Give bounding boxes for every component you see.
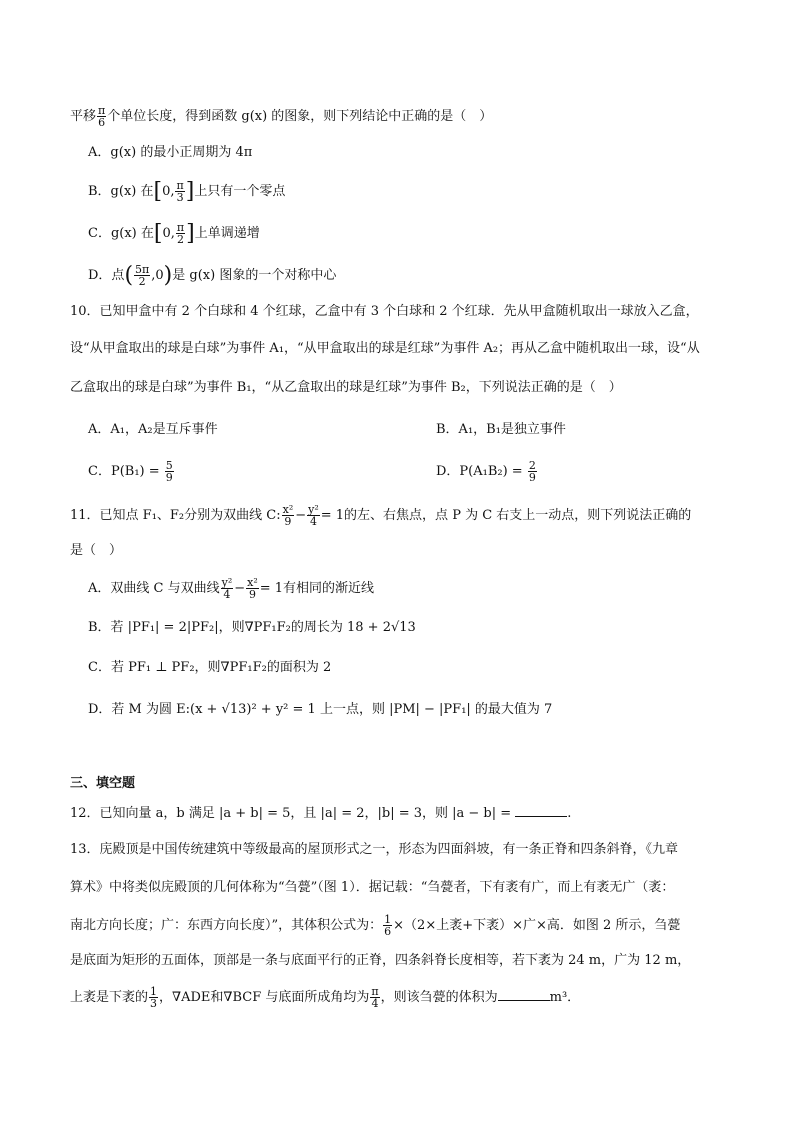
q11-option-a: [0, 577, 794, 600]
fraction-1-3: [149, 986, 158, 1009]
q10-options-row-2: [0, 459, 794, 484]
paren-open: (: [124, 262, 134, 288]
q13-line-3: [0, 914, 794, 937]
q9-text-a: 平移: [70, 109, 97, 124]
fraction-x2-9: [282, 504, 295, 527]
q9-option-c: [0, 222, 794, 245]
frac-den: 3: [150, 997, 158, 1010]
q10-line-3: 乙盒取出的球是白球”为事件 B₁，“从乙盒取出的球是红球”为事件 B₂，下列说法正确的是（ ）: [70, 380, 622, 395]
frac-den: 4: [309, 515, 317, 528]
fraction-5pi-2: [134, 264, 150, 287]
q13-line-4: 是底面为矩形的五面体，顶部是一条与底面平行的正脊，四条斜脊长度相等，若下袤为 24 m，广为 12 m，: [70, 953, 691, 968]
frac-den: 9: [165, 471, 173, 484]
frac-num: π: [176, 179, 184, 192]
q10c-text: C．P(B₁) =: [88, 464, 160, 479]
fraction-5-9: [165, 460, 174, 483]
frac-den: 2: [177, 233, 184, 246]
q9c-interval: 0,: [162, 226, 175, 241]
frac-den: 4: [223, 588, 231, 601]
fraction-1-6: [383, 914, 392, 937]
frac-den: 4: [371, 997, 379, 1010]
q9-text-b: 个单位长度，得到函数 g(x) 的图象，则下列结论中正确的是（ ）: [107, 109, 493, 124]
q9b-text-a: B．g(x) 在: [88, 184, 154, 199]
frac-den: 6: [98, 116, 106, 129]
fraction-pi-2: [176, 222, 185, 245]
q10-option-d: [436, 460, 538, 483]
bracket-close: ]: [186, 220, 195, 246]
q10-line-2: 设“从甲盒取出的球是白球”为事件 A₁，“从甲盒取出的球是红球”为事件 A₂；再从乙盒中随机取出一球，设“从: [70, 341, 700, 356]
q10-option-b: B．A₁，B₁是独立事件: [436, 422, 566, 437]
answer-blank: [498, 988, 550, 1001]
bracket-open: [: [153, 178, 163, 204]
frac-num: 5π: [135, 263, 150, 276]
frac-num: π: [176, 221, 185, 234]
frac-den: 6: [384, 925, 392, 938]
q9d-coord: ,0: [151, 268, 164, 283]
q9b-interval: 0,: [162, 184, 175, 199]
q13-text-a: 南北方向长度；广：东西方向长度）”，其体积公式为：: [70, 918, 383, 933]
q11-text-a: 11．已知点 F₁、F₂分别为双曲线 C:: [70, 508, 281, 523]
section-heading: 三、填空题: [70, 776, 136, 791]
q9c-text-a: C．g(x) 在: [88, 226, 154, 241]
q12-period: .: [567, 806, 572, 821]
q9c-text-b: 上单调递增: [194, 226, 260, 241]
q11-line-2: 是（ ）: [70, 543, 123, 558]
q13-line-5: [0, 986, 794, 1009]
frac-num: x²: [247, 576, 258, 589]
q10-options-row-1: [0, 420, 794, 440]
q12-text: 12．已知向量 a，b 满足 |a + b| = 5，且 |a| = 2，|b| = 3，则 |a − b| =: [70, 806, 512, 821]
q11-option-d: D．若 M 为圆 E:(x + √13)² + y² = 1 上一点，则 |PM| − |PF₁| 的最大值为 7: [88, 702, 553, 717]
q9-stem: [0, 105, 794, 128]
q13-text-c: 上袤是下袤的: [70, 990, 149, 1005]
frac-den: 3: [176, 191, 184, 204]
q9-option-d: [0, 264, 794, 287]
q11-text-b: = 1的左、右焦点，点 P 为 C 右支上一动点，则下列说法正确的: [320, 508, 692, 523]
frac-num: 2: [528, 459, 536, 472]
q11-line-1: [0, 504, 794, 527]
q11-minus: −: [295, 508, 307, 523]
q9-option-b: [0, 180, 794, 203]
fraction-pi-6: [97, 105, 106, 128]
q13-line-2: 算术》中将类似庑殿顶的几何体称为“刍甍”（图 1）．据记载：“刍甍者，下有袤有广，而上有袤无广（袤：: [70, 880, 675, 895]
q12: [0, 804, 794, 824]
q13-unit: m³．: [549, 990, 581, 1005]
q13-text-d: ，∇ADE和∇BCF 与底面所成角均为: [159, 990, 370, 1005]
paren-close: ): [163, 262, 173, 288]
q11-option-c: C．若 PF₁ ⊥ PF₂，则∇PF₁F₂的面积为 2: [88, 660, 332, 675]
fraction-2-9: [528, 460, 537, 483]
frac-num: 1: [384, 913, 392, 926]
q10-option-a: A．A₁，A₂是互斥事件: [88, 422, 218, 437]
q11-option-b: B．若 |PF₁| = 2|PF₂|，则∇PF₁F₂的周长为 18 + 2√13: [88, 620, 416, 635]
frac-den: 9: [284, 515, 292, 528]
q10d-text: D．P(A₁B₂) =: [436, 464, 523, 479]
frac-num: 5: [165, 459, 173, 472]
q9b-text-b: 上只有一个零点: [194, 184, 286, 199]
q9d-text-b: 是 g(x) 图象的一个对称中心: [172, 268, 337, 283]
q13-line-1: 13．庑殿顶是中国传统建筑中等级最高的屋顶形式之一，形态为四面斜坡，有一条正脊和四条斜脊，《九章: [70, 842, 679, 857]
q11a-text-a: A．双曲线 C 与双曲线: [88, 581, 220, 596]
answer-blank: [515, 804, 567, 817]
q13-text-e: ，则该刍甍的体积为: [380, 990, 498, 1005]
frac-num: π: [98, 104, 106, 117]
frac-den: 9: [248, 588, 256, 601]
q13-text-b: ×（2×上袤+下袤）×广×高．如图 2 所示，刍甍: [393, 918, 681, 933]
frac-num: y²: [221, 576, 233, 589]
fraction-pi-4: [370, 986, 379, 1009]
frac-num: 1: [150, 985, 158, 998]
q10-option-c: [88, 459, 175, 484]
q11a-minus: −: [234, 581, 246, 596]
frac-num: x²: [282, 503, 294, 516]
fraction-y2-4: [307, 504, 320, 527]
fraction-y2-4: [221, 577, 234, 600]
bracket-close: ]: [185, 178, 195, 204]
fraction-pi-3: [175, 180, 184, 203]
q9d-text-a: D．点: [88, 268, 125, 283]
q11a-text-b: = 1有相同的渐近线: [259, 581, 375, 596]
frac-num: y²: [308, 503, 319, 516]
frac-den: 9: [528, 471, 536, 484]
q9-option-a: A．g(x) 的最小正周期为 4π: [88, 145, 253, 160]
frac-den: 2: [138, 275, 146, 288]
fraction-x2-9: [246, 577, 259, 600]
frac-num: π: [371, 985, 379, 998]
bracket-open: [: [153, 220, 163, 246]
q10-line-1: 10．已知甲盒中有 2 个白球和 4 个红球，乙盒中有 3 个白球和 2 个红球．先从甲盒随机取出一球放入乙盒，: [70, 304, 699, 319]
